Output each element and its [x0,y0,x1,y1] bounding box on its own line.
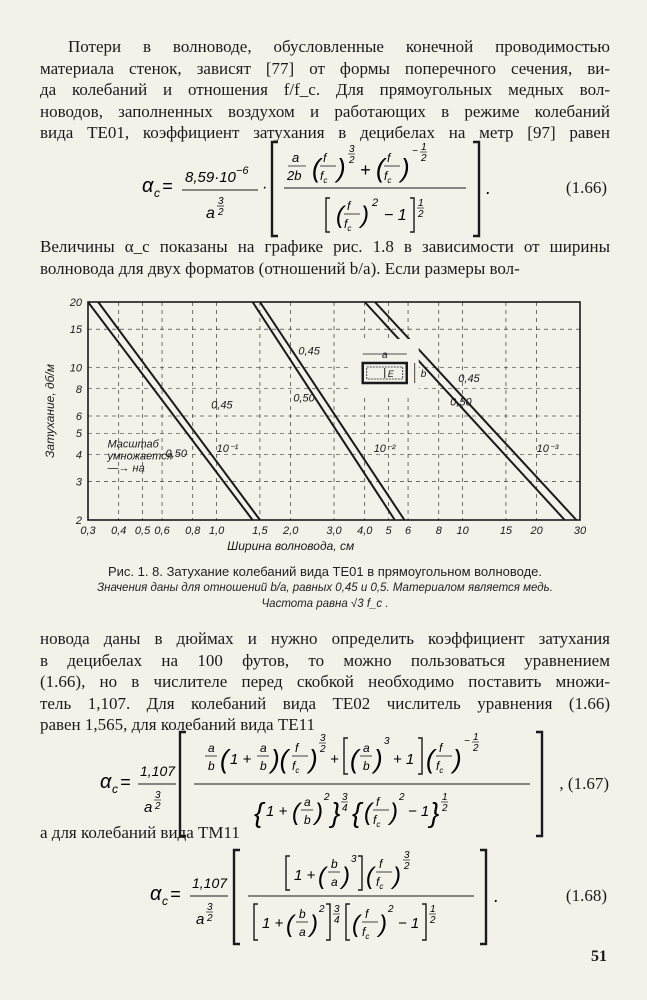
svg-text:): ) [393,863,401,890]
svg-text:3: 3 [155,790,161,801]
x-tick-label: 4,0 [357,525,373,537]
svg-text:2: 2 [349,155,355,166]
svg-text:2: 2 [388,904,394,915]
series-line [253,302,395,520]
svg-text:f: f [365,907,369,921]
svg-text:fc: $f_c$ [436,759,444,775]
x-axis-label: Ширина волновода, см [227,539,355,553]
svg-text:(: ( [318,863,326,890]
svg-text:b: b [331,857,338,871]
series-label: 0,45 [211,399,233,412]
eq-lhs-sub: c [162,894,168,908]
y-tick-label: 2 [75,515,82,527]
svg-text:2: 2 [421,153,427,164]
svg-text:1: 1 [473,732,479,743]
svg-text:fc: $f_c$ [384,169,392,185]
series-line [98,302,260,520]
svg-text:b: b [299,907,306,921]
text-line: новодов, заполненных воздухом и работающих в режиме колебаний [40,101,610,121]
svg-text:): ) [310,911,318,938]
svg-text:b: b [363,759,370,773]
svg-text:2: 2 [442,803,448,814]
svg-text:(: ( [286,911,294,938]
svg-text:(: ( [366,863,374,890]
svg-text:1 +: 1 + [262,915,284,932]
svg-text:3: 3 [384,736,390,747]
y-tick-label: 3 [75,476,82,489]
eq-coef: 8,59·10 [185,169,236,186]
svg-text:2: 2 [218,207,224,218]
svg-text:(: ( [426,744,435,774]
x-tick-label: 20 [530,525,543,537]
scale-note: —→ на [107,462,145,475]
svg-text:3: 3 [334,904,340,915]
svg-text:2: 2 [320,744,326,755]
multiplier-label: 10⁻¹ [216,443,239,456]
svg-text:f: f [439,741,443,755]
text-line: тель 1,107. Для колебаний вида TE02 числитель уравнения (1.66) [40,693,610,713]
eq-lhs-sub: c [154,186,160,200]
svg-text:f: f [387,151,391,165]
svg-text:a: a [304,795,311,809]
eq-plus: + [360,160,371,180]
x-tick-label: 0,8 [185,525,201,537]
svg-text:a: a [331,875,338,889]
y-tick-label: 20 [69,297,82,309]
svg-text:fc: $f_c$ [344,217,352,233]
svg-text:(: ( [350,744,359,774]
series-label: 0,45 [458,372,480,385]
svg-text:): ) [337,153,346,183]
svg-text:f: f [347,199,351,213]
multiplier-label: 10⁻² [373,443,396,456]
scale-note: Масштаб [107,438,159,451]
y-tick-label: 5 [75,428,82,441]
x-tick-label: 2,0 [283,525,299,537]
svg-text:{: { [254,797,264,828]
figure-caption-line3: Частота равна √3 f_c . [261,598,389,610]
text-line: а для колебаний вида TM11 [40,823,240,842]
svg-text:2: 2 [207,913,213,924]
svg-text:3: 3 [320,733,326,744]
attenuation-chart [40,292,610,562]
e-field-label: E [387,369,394,380]
series-label: 0,50 [293,392,315,405]
y-tick-label: 4 [75,449,82,462]
svg-text:fc: $f_c$ [292,759,300,775]
series-line [260,302,404,520]
svg-text:a: a [363,741,370,755]
eq-coef: 1,107 [192,875,228,891]
svg-text:2: 2 [473,743,479,754]
svg-text:1 +: 1 + [266,803,288,820]
paragraph-intro [40,36,610,144]
svg-text:2: 2 [399,792,405,803]
svg-text:+ 1: + 1 [393,751,415,768]
svg-text:−: − [412,146,418,157]
svg-text:}: } [331,797,341,828]
svg-text:.: . [486,178,492,198]
svg-text:fc: $f_c$ [376,875,384,891]
y-tick-label: 10 [69,362,82,375]
x-tick-label: 10 [456,525,469,537]
svg-text:(: ( [352,911,360,938]
svg-text:b: b [208,759,215,773]
svg-text:3: 3 [349,144,355,155]
multiplier-label: 10⁻³ [536,443,559,456]
text-line: материала стенок, зависят [77] от формы поперечного сечения, ви- [40,58,610,78]
equation-number: (1.66) [565,178,607,197]
svg-text:fc: $f_c$ [373,813,381,829]
x-tick-label: 0,3 [80,525,96,537]
equation-number: , (1.67) [559,774,609,793]
svg-text:b: b [304,813,311,827]
x-tick-label: 3,0 [326,525,342,537]
svg-text:3: 3 [351,854,357,865]
svg-text:=: = [162,176,173,196]
eq-denom: a [196,911,205,928]
svg-text:1: 1 [430,904,436,915]
svg-text:): ) [390,799,398,826]
svg-text:): ) [361,202,369,229]
svg-text:a: a [260,741,267,755]
svg-text:− 1: − 1 [398,915,420,932]
dimension-a-label: a [381,350,388,362]
svg-text:−: − [464,736,470,747]
svg-text:2: 2 [404,861,410,872]
svg-text:1: 1 [418,198,424,209]
x-tick-label: 0,6 [154,525,170,537]
figure-caption-line1: Рис. 1. 8. Затухание колебаний вида TE01 в прямоугольном волноводе. [108,564,542,579]
svg-text:(: ( [220,744,229,774]
svg-text:): ) [309,744,318,774]
svg-text:4: 4 [342,803,348,814]
svg-text:a: a [299,925,306,939]
svg-text:}: } [430,797,440,828]
svg-text:(: ( [364,799,372,826]
svg-text:2: 2 [319,904,325,915]
x-tick-label: 8 [435,525,442,537]
x-tick-label: 1,0 [208,525,225,537]
equation-1-66-graphic [0,140,647,240]
y-tick-label: 8 [75,383,82,396]
svg-text:(: ( [312,153,321,183]
x-tick-label: 15 [499,525,513,537]
eq-lhs-sub: c [112,782,118,796]
x-tick-label: 1,5 [252,525,268,537]
svg-text:2: 2 [418,209,424,220]
svg-text:): ) [453,744,462,774]
text-line: Величины α_c показаны на графике рис. 1.8 в зависимости от ширины [40,237,610,256]
svg-text:− 1: − 1 [408,803,430,820]
paragraph-tm11 [40,822,610,844]
svg-text:=: = [170,884,181,904]
series-label: 0,50 [165,447,187,460]
svg-text:): ) [374,744,383,774]
svg-text:f: f [295,741,299,755]
svg-text:3: 3 [218,196,224,207]
svg-text:)(: )( [271,744,289,774]
text-line: да колебаний и отношения f/f_c. Для прямоугольных медных вол- [40,80,610,99]
svg-text:3: 3 [404,850,410,861]
text-line: равен 1,565, для колебаний вида TE11 [40,715,315,734]
y-tick-label: 15 [69,324,82,337]
text-line: (1.66), но в числителе перед скобкой необходимо поставить множи- [40,672,610,691]
eq-coef-exp: −6 [236,165,249,177]
svg-text:a: a [292,150,300,165]
svg-text:4: 4 [334,915,340,926]
svg-text:1 +: 1 + [294,867,316,884]
equation-1-68 [0,848,647,948]
svg-text:b: b [260,759,267,773]
x-tick-label: 5 [385,525,392,537]
eq-coef: 1,107 [140,763,176,779]
paragraph-figure-ref [40,236,610,279]
text-line: волновода для двух форматов (отношений b/a). Если размеры вол- [40,258,520,278]
svg-text:·: · [262,179,268,196]
svg-text:{: { [352,797,362,828]
svg-text:1 +: 1 + [230,751,252,768]
svg-text:=: = [120,772,131,792]
text-line: новода даны в дюймах и нужно определить коэффициент затухания [40,629,610,648]
svg-text:): ) [342,863,350,890]
equation-1-66 [0,140,647,240]
eq-denom: a [144,799,153,816]
x-tick-label: 0,4 [111,525,127,537]
svg-text:): ) [401,153,410,183]
text-line: Потери в волноводе, обусловленные конечной проводимостью [68,37,610,56]
svg-text:2: 2 [430,915,436,926]
svg-text:3: 3 [207,902,213,913]
equation-number: (1.68) [565,886,607,905]
svg-text:2: 2 [372,197,379,209]
dimension-b-label: b [420,369,427,381]
svg-text:.: . [494,886,500,906]
svg-text:+: + [330,751,339,768]
svg-text:1: 1 [442,792,448,803]
text-line: в децибелах на 100 футов, то можно пользоваться уравнением [40,650,610,670]
page-number: 51 [591,948,607,965]
svg-text:): ) [379,911,387,938]
svg-text:(: ( [292,799,300,826]
svg-text:2: 2 [324,792,330,803]
series-label: 0,45 [298,345,320,358]
x-tick-label: 6 [404,525,412,537]
eq-lhs: α [100,771,112,793]
svg-text:2b: 2b [287,168,302,183]
svg-text:3: 3 [342,792,348,803]
svg-text:(: ( [336,202,344,229]
svg-text:f: f [379,857,383,871]
y-tick-label: 6 [75,410,82,423]
series-line [365,302,565,520]
svg-text:fc: $f_c$ [362,925,370,941]
inset-background [349,339,419,397]
svg-text:fc: $f_c$ [320,169,328,185]
x-tick-label: 0,5 [134,525,151,537]
svg-text:f: f [376,795,380,809]
scale-note: умножается [107,450,173,463]
eq-lhs: α [142,175,154,197]
svg-text:f: f [323,151,327,165]
svg-text:1: 1 [421,142,427,153]
series-line [375,302,576,520]
eq-denom: a [206,205,215,222]
svg-text:2: 2 [155,801,161,812]
svg-text:− 1: − 1 [384,207,407,224]
y-axis-label: Затухание, дб/м [43,364,57,458]
svg-text:): ) [315,799,323,826]
x-tick-label: 30 [573,525,587,537]
series-label: 0,50 [450,396,472,409]
equation-1-68-graphic [0,848,647,948]
eq-lhs: α [150,883,162,905]
figure-caption-line2: Значения даны для отношений b/a, равных 0,45 и 0,5. Материалом является медь. [97,582,553,594]
svg-text:(: ( [376,153,385,183]
text-line: вида TE01, коэффициент затухания в децибелах на метр [97] равен [40,123,610,142]
figure-1-8 [40,292,610,562]
svg-text:a: a [208,741,215,755]
paragraph-continuation [40,628,610,736]
